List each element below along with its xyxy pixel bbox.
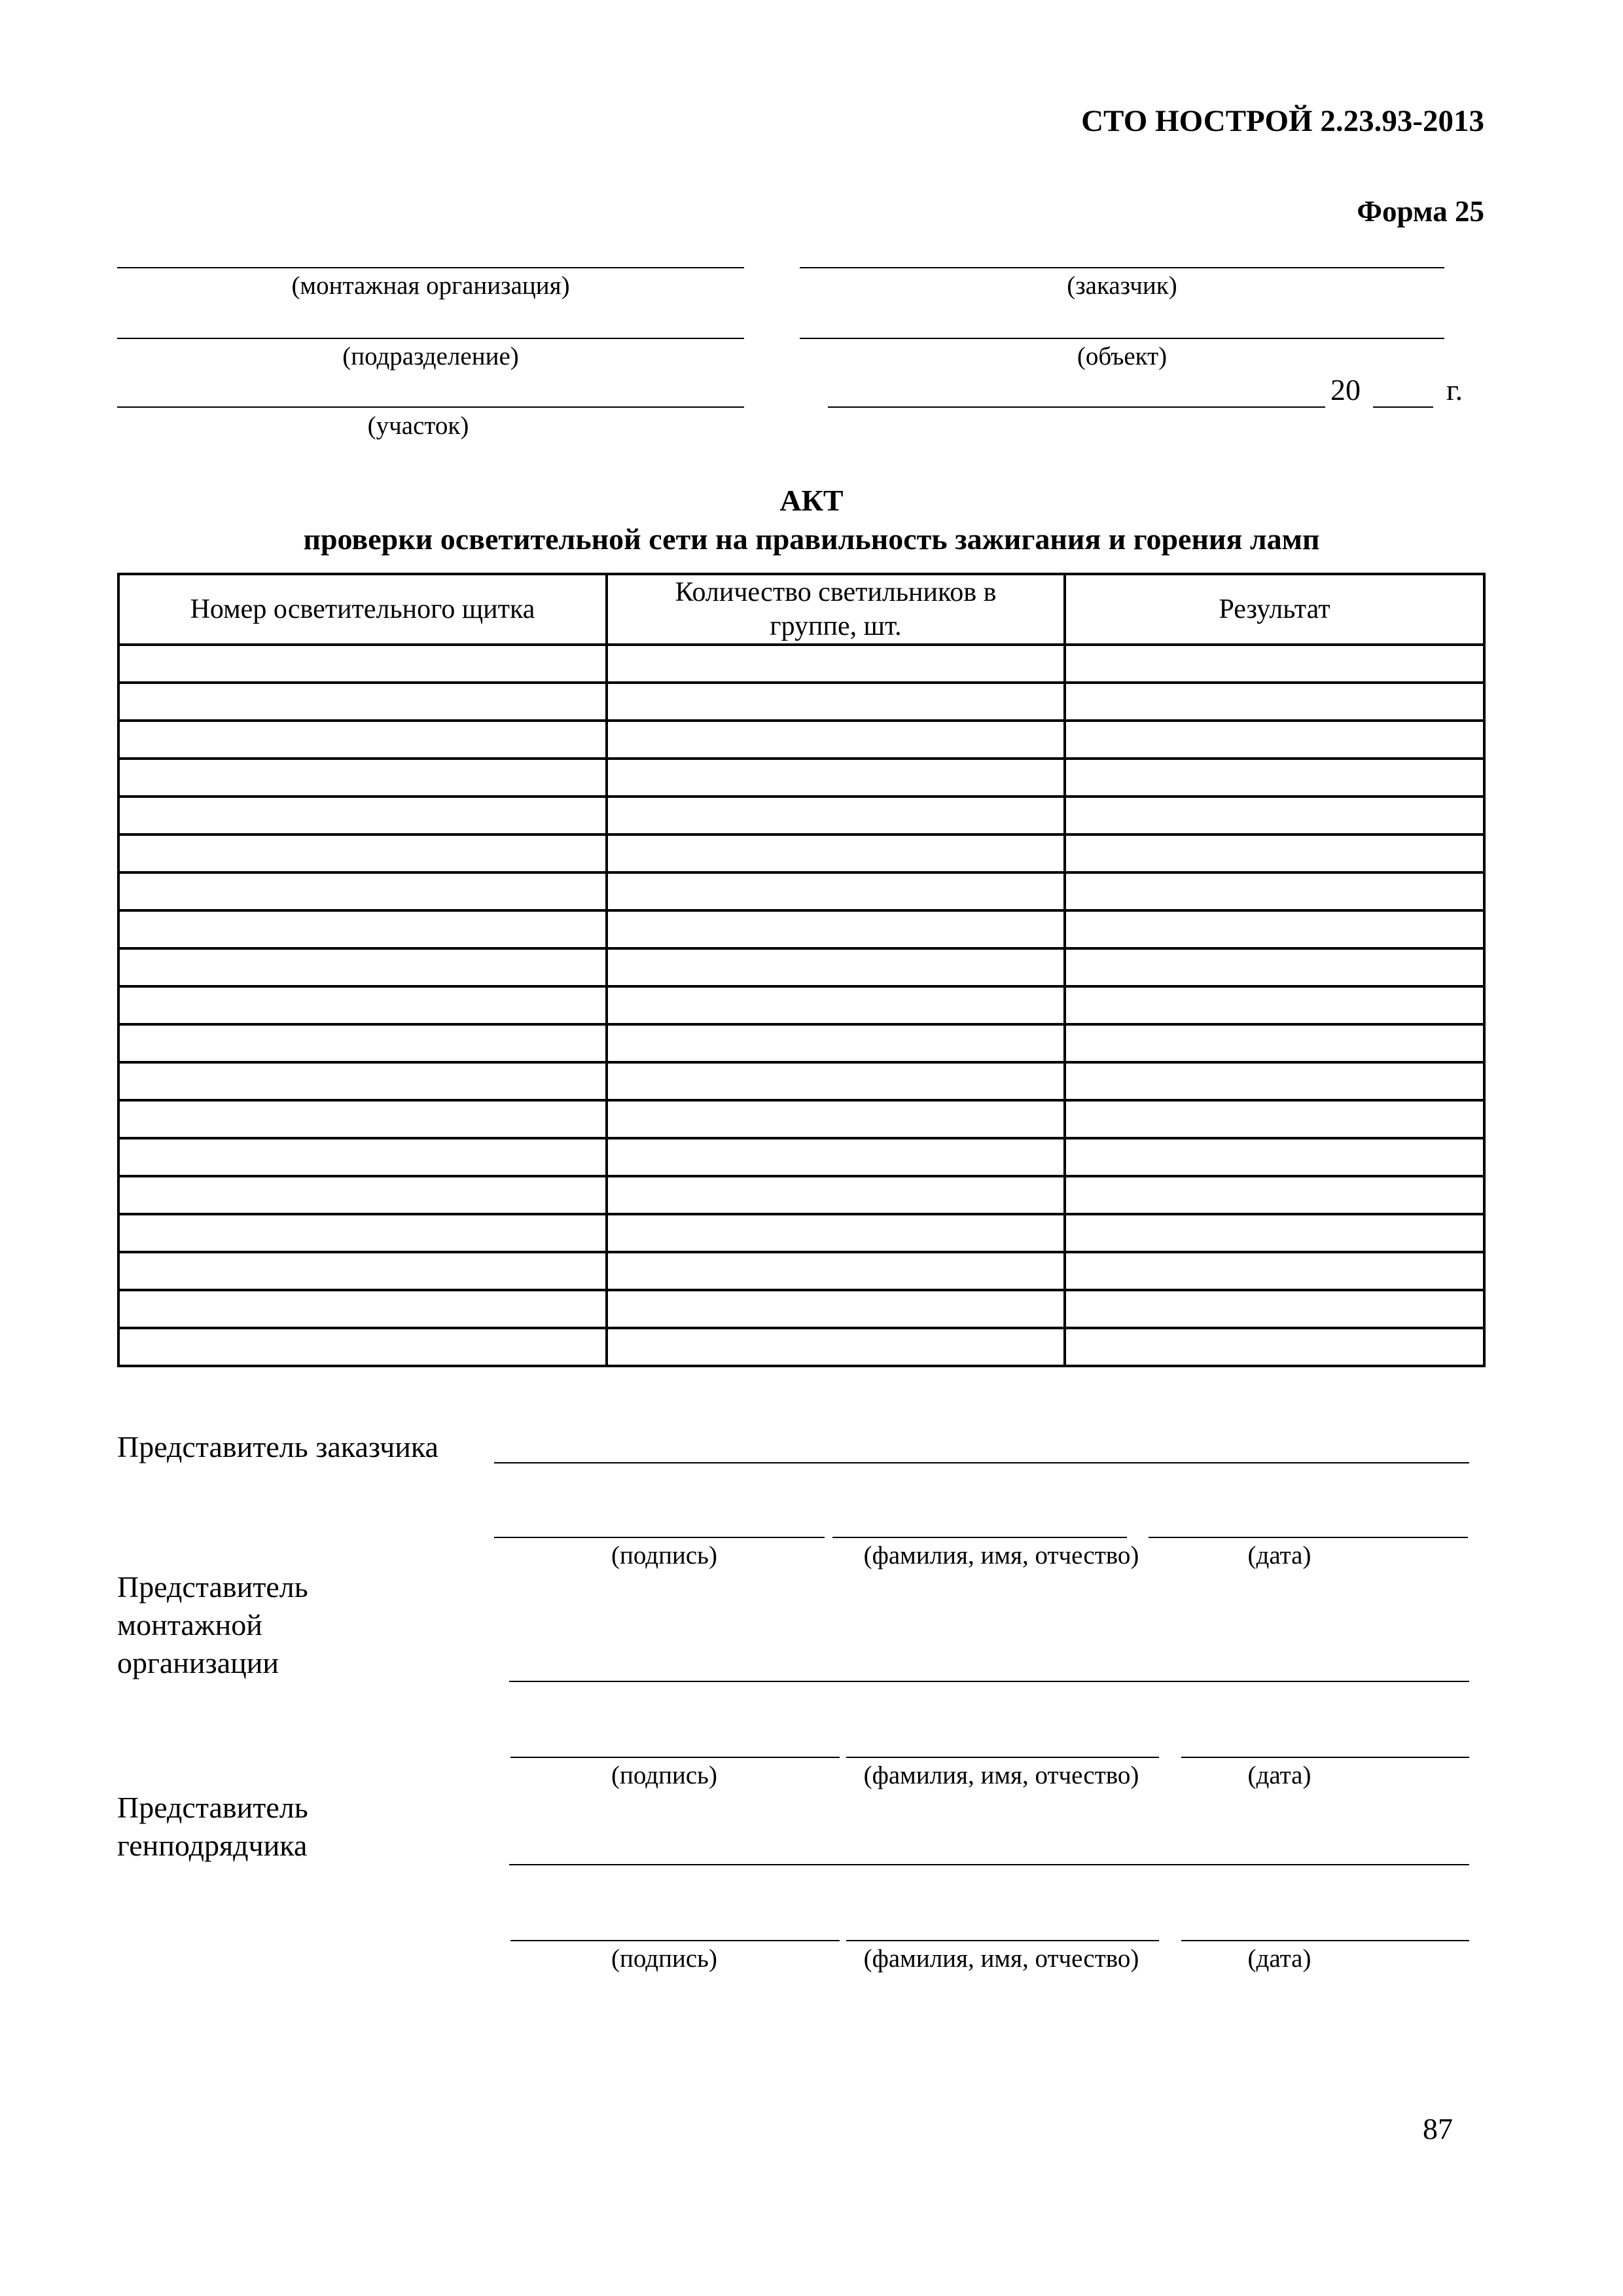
lamp-count-cell[interactable]	[607, 834, 1065, 872]
panel-number-cell[interactable]	[118, 948, 607, 986]
mounting-date-line[interactable]	[1181, 1757, 1469, 1758]
general-date-caption: (дата)	[1247, 1945, 1311, 1973]
lamp-count-cell[interactable]	[607, 797, 1065, 834]
customer-date-line[interactable]	[1149, 1537, 1468, 1538]
result-cell[interactable]	[1065, 1138, 1484, 1176]
column-header-result: Результат	[1065, 574, 1484, 645]
result-cell[interactable]	[1065, 1100, 1484, 1138]
mounting-sign-caption: (подпись)	[611, 1761, 717, 1789]
result-cell[interactable]	[1065, 910, 1484, 948]
table-row	[118, 1024, 1484, 1062]
table-row	[118, 1290, 1484, 1328]
table-row	[118, 645, 1484, 683]
general-sign-line[interactable]	[510, 1940, 840, 1941]
panel-number-cell[interactable]	[118, 1024, 607, 1062]
customer-fio-line[interactable]	[832, 1537, 1127, 1538]
column-header-panel-number: Номер осветительного щитка	[118, 574, 607, 645]
result-cell[interactable]	[1065, 1290, 1484, 1328]
mounting-org-line[interactable]	[117, 267, 744, 268]
section-caption: (участок)	[367, 412, 469, 440]
lamp-count-cell[interactable]	[607, 1290, 1065, 1328]
general-date-line[interactable]	[1181, 1940, 1469, 1941]
customer-line[interactable]	[800, 267, 1444, 268]
table-row	[118, 1062, 1484, 1100]
act-title: АКТ	[779, 484, 844, 517]
lamp-count-cell[interactable]	[607, 1328, 1065, 1366]
table-row	[118, 872, 1484, 910]
general-rep-label: Представитель генподрядчика	[117, 1791, 308, 1862]
result-cell[interactable]	[1065, 645, 1484, 683]
table-row	[118, 683, 1484, 721]
lamp-count-cell[interactable]	[607, 1100, 1065, 1138]
panel-number-cell[interactable]	[118, 759, 607, 797]
panel-number-cell[interactable]	[118, 1062, 607, 1100]
subdivision-line[interactable]	[117, 338, 744, 339]
panel-number-cell[interactable]	[118, 1328, 607, 1366]
date-year-prefix: 20	[1330, 373, 1361, 406]
lamp-count-cell[interactable]	[607, 910, 1065, 948]
column-header-lamp-count-text: Количество светильников в группе, шт.	[675, 577, 997, 641]
panel-number-cell[interactable]	[118, 1100, 607, 1138]
column-header-lamp-count	[607, 574, 1065, 645]
table-row	[118, 948, 1484, 986]
lamp-count-cell[interactable]	[607, 948, 1065, 986]
table-row	[118, 1214, 1484, 1252]
table-row	[118, 721, 1484, 759]
lamp-count-cell[interactable]	[607, 1024, 1065, 1062]
result-cell[interactable]	[1065, 1328, 1484, 1366]
page-number: 87	[1423, 2112, 1453, 2145]
lamp-count-cell[interactable]	[607, 1062, 1065, 1100]
table-row	[118, 1138, 1484, 1176]
result-cell[interactable]	[1065, 1252, 1484, 1290]
result-cell[interactable]	[1065, 683, 1484, 721]
panel-number-cell[interactable]	[118, 834, 607, 872]
table-row	[118, 797, 1484, 834]
panel-number-cell[interactable]	[118, 1290, 607, 1328]
lamp-count-cell[interactable]	[607, 759, 1065, 797]
lamp-count-cell[interactable]	[607, 1214, 1065, 1252]
lamp-count-cell[interactable]	[607, 721, 1065, 759]
customer-caption: (заказчик)	[1067, 272, 1177, 300]
result-cell[interactable]	[1065, 834, 1484, 872]
customer-date-caption: (дата)	[1247, 1541, 1311, 1570]
date-year-line[interactable]	[1373, 406, 1433, 408]
lamp-count-cell[interactable]	[607, 683, 1065, 721]
table-row	[118, 1100, 1484, 1138]
date-year-suffix: г.	[1446, 373, 1463, 406]
table-header-row	[118, 574, 1484, 645]
result-cell[interactable]	[1065, 1176, 1484, 1214]
table-row	[118, 1252, 1484, 1290]
table-row	[118, 1328, 1484, 1366]
lamp-count-cell[interactable]	[607, 986, 1065, 1024]
result-cell[interactable]	[1065, 721, 1484, 759]
customer-fio-caption: (фамилия, имя, отчество)	[863, 1541, 1139, 1570]
panel-number-cell[interactable]	[118, 683, 607, 721]
result-cell[interactable]	[1065, 986, 1484, 1024]
table-row	[118, 986, 1484, 1024]
mounting-date-caption: (дата)	[1247, 1761, 1311, 1789]
date-day-month-line[interactable]	[828, 406, 1325, 408]
customer-sign-line[interactable]	[494, 1537, 825, 1538]
section-line[interactable]	[117, 406, 744, 408]
lamp-count-cell[interactable]	[607, 645, 1065, 683]
panel-number-cell[interactable]	[118, 872, 607, 910]
result-cell[interactable]	[1065, 948, 1484, 986]
mounting-org-caption: (монтажная организация)	[291, 272, 570, 300]
lamp-count-cell[interactable]	[607, 872, 1065, 910]
panel-number-cell[interactable]	[118, 1252, 607, 1290]
panel-number-cell[interactable]	[118, 721, 607, 759]
customer-sign-caption: (подпись)	[611, 1541, 717, 1570]
lamp-count-cell[interactable]	[607, 1252, 1065, 1290]
customer-rep-label: Представитель заказчика	[117, 1430, 438, 1463]
lamp-count-cell[interactable]	[607, 1138, 1065, 1176]
mounting-fio-caption: (фамилия, имя, отчество)	[863, 1761, 1139, 1789]
object-line[interactable]	[800, 338, 1444, 339]
panel-number-cell[interactable]	[118, 1138, 607, 1176]
mounting-sign-line[interactable]	[510, 1757, 840, 1758]
customer-rep-line[interactable]	[494, 1462, 1469, 1463]
panel-number-cell[interactable]	[118, 645, 607, 683]
result-cell[interactable]	[1065, 1214, 1484, 1252]
panel-number-cell[interactable]	[118, 1214, 607, 1252]
panel-number-cell[interactable]	[118, 910, 607, 948]
subdivision-caption: (подразделение)	[342, 342, 519, 370]
mounting-fio-line[interactable]	[846, 1757, 1159, 1758]
general-fio-line[interactable]	[846, 1940, 1159, 1941]
lamp-count-cell[interactable]	[607, 1176, 1065, 1214]
panel-number-cell[interactable]	[118, 797, 607, 834]
general-sign-caption: (подпись)	[611, 1945, 717, 1973]
general-fio-caption: (фамилия, имя, отчество)	[863, 1945, 1139, 1973]
lamp-check-table	[117, 573, 1486, 1367]
result-cell[interactable]	[1065, 797, 1484, 834]
table-row	[118, 910, 1484, 948]
result-cell[interactable]	[1065, 1062, 1484, 1100]
mounting-rep-line[interactable]	[509, 1681, 1469, 1682]
form-number: Форма 25	[1357, 195, 1484, 228]
table-row	[118, 1176, 1484, 1214]
table-row	[118, 834, 1484, 872]
act-subtitle: проверки осветительной сети на правильность зажигания и горения ламп	[303, 522, 1320, 556]
general-rep-line[interactable]	[509, 1864, 1469, 1865]
result-cell[interactable]	[1065, 1024, 1484, 1062]
standard-code: СТО НОСТРОЙ 2.23.93-2013	[1081, 104, 1484, 138]
table-row	[118, 759, 1484, 797]
result-cell[interactable]	[1065, 872, 1484, 910]
object-caption: (объект)	[1077, 342, 1168, 370]
mounting-rep-label: Представитель монтажной организации	[117, 1570, 308, 1679]
result-cell[interactable]	[1065, 759, 1484, 797]
panel-number-cell[interactable]	[118, 1176, 607, 1214]
panel-number-cell[interactable]	[118, 986, 607, 1024]
